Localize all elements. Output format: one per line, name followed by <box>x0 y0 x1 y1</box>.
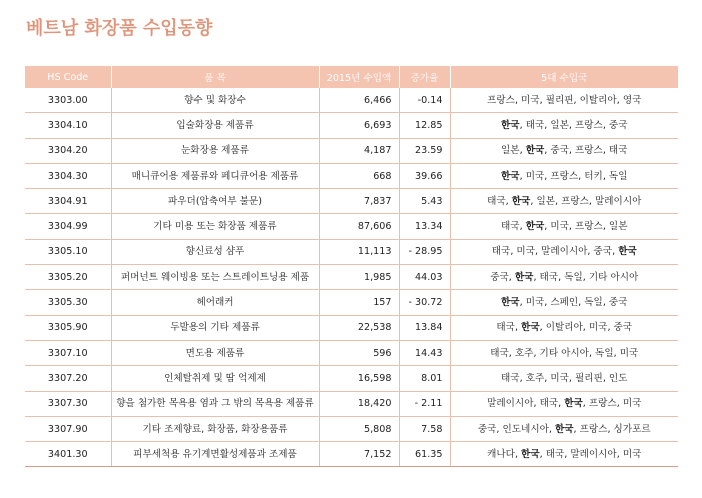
country-name: 미국 <box>516 246 535 258</box>
item-cell: 면도용 제품류 <box>111 340 319 365</box>
country-name: 태국 <box>545 448 565 460</box>
growth-rate-cell: - 28.95 <box>399 239 450 264</box>
import-amount-cell: 5,808 <box>319 416 399 441</box>
country-separator: , <box>582 322 589 334</box>
country-separator: , <box>514 322 522 334</box>
country-name: 스페인 <box>550 297 579 309</box>
country-separator: , <box>533 271 540 283</box>
country-separator: , <box>519 145 526 157</box>
country-name: 중국 <box>550 145 569 157</box>
country-name-highlighted: 한국 <box>501 297 520 309</box>
growth-rate-cell: - 2.11 <box>399 391 450 416</box>
table-row <box>25 214 678 239</box>
country-name: 호주 <box>525 372 545 384</box>
import-amount-cell: 7,837 <box>319 189 399 214</box>
country-name: 독일 <box>564 271 583 283</box>
countries-cell <box>450 315 678 340</box>
country-separator: , <box>602 221 609 233</box>
country-name: 태국 <box>525 119 545 131</box>
table-row <box>25 138 678 163</box>
growth-rate-cell: 12.85 <box>399 113 450 138</box>
country-separator: , <box>544 145 551 157</box>
country-separator: , <box>544 170 551 182</box>
country-separator: , <box>544 221 551 233</box>
country-separator: , <box>548 423 555 435</box>
country-separator: , <box>602 297 609 309</box>
country-name: 독일 <box>608 170 628 182</box>
country-name-highlighted: 한국 <box>525 221 545 233</box>
country-separator: , <box>616 448 623 460</box>
hs-code-cell: 3307.10 <box>25 340 111 365</box>
country-name: 미국 <box>521 94 540 106</box>
import-amount-cell: 18,420 <box>319 391 399 416</box>
countries-cell <box>450 340 678 365</box>
table-row <box>25 113 678 138</box>
country-separator: , <box>568 119 575 131</box>
import-amount-cell: 7,152 <box>319 442 399 467</box>
country-name-highlighted: 한국 <box>511 195 531 207</box>
import-amount-cell: 1,985 <box>319 265 399 290</box>
page-title: 베트남 화장품 수입동향 <box>26 18 213 39</box>
table-header-row <box>25 66 678 88</box>
item-cell: 퍼머넌트 웨이빙용 또는 스트레이트닝용 제품 <box>111 265 319 290</box>
growth-rate-cell: 7.58 <box>399 416 450 441</box>
country-separator: , <box>568 372 575 384</box>
country-name-highlighted: 한국 <box>501 119 520 131</box>
country-name: 싱가포르 <box>613 423 651 435</box>
country-name: 말레이시아 <box>570 448 617 460</box>
import-amount-cell: 596 <box>319 340 399 365</box>
countries-cell <box>450 189 678 214</box>
country-name: 태국 <box>608 145 628 157</box>
country-separator: , <box>558 398 565 410</box>
item-cell: 향신료성 샴푸 <box>111 239 319 264</box>
country-name: 필리핀 <box>575 372 603 384</box>
country-separator: , <box>539 448 546 460</box>
header-top5-import-countries: 5대 수입국 <box>450 66 678 88</box>
country-separator: , <box>554 195 562 207</box>
country-name: 태국 <box>487 195 506 207</box>
growth-rate-cell: 5.43 <box>399 189 450 214</box>
country-name: 필리핀 <box>545 94 574 106</box>
import-amount-cell: 157 <box>319 290 399 315</box>
country-separator: , <box>578 170 585 182</box>
country-name: 일본 <box>536 195 555 207</box>
country-name: 일본 <box>501 145 520 157</box>
item-cell: 인체탈취제 및 땀 억제제 <box>111 366 319 391</box>
country-name: 중국 <box>613 322 633 334</box>
hs-code-cell: 3305.20 <box>25 265 111 290</box>
countries-cell <box>450 265 678 290</box>
country-separator: , <box>573 423 580 435</box>
country-name-highlighted: 한국 <box>514 271 534 283</box>
countries-cell <box>450 442 678 467</box>
table-row <box>25 391 678 416</box>
country-separator: , <box>602 372 609 384</box>
table-row <box>25 290 678 315</box>
country-name: 미국 <box>550 221 569 233</box>
import-amount-cell: 87,606 <box>319 214 399 239</box>
country-name: 프랑스 <box>588 398 617 410</box>
import-amount-cell: 4,187 <box>319 138 399 163</box>
item-cell: 눈화장용 제품류 <box>111 138 319 163</box>
hs-code-cell: 3303.00 <box>25 88 111 113</box>
table-row <box>25 265 678 290</box>
country-name: 중국 <box>608 297 628 309</box>
country-separator: , <box>607 423 614 435</box>
countries-cell <box>450 391 678 416</box>
country-name: 태국 <box>491 246 511 258</box>
country-name: 미국 <box>550 372 569 384</box>
country-separator: , <box>544 372 551 384</box>
country-separator: , <box>558 271 565 283</box>
country-separator: , <box>602 170 609 182</box>
country-name: 태국 <box>496 322 515 334</box>
country-separator: , <box>533 347 540 359</box>
country-separator: , <box>582 398 589 410</box>
country-separator: , <box>519 119 526 131</box>
growth-rate-cell: 23.59 <box>399 138 450 163</box>
country-name: 이탈리아 <box>579 94 617 106</box>
country-name: 인도네시아 <box>502 423 549 435</box>
table-row <box>25 442 678 467</box>
country-name: 호주 <box>514 347 534 359</box>
growth-rate-cell: 8.01 <box>399 366 450 391</box>
countries-cell <box>450 239 678 264</box>
countries-cell <box>450 214 678 239</box>
import-amount-cell: 6,466 <box>319 88 399 113</box>
country-name-highlighted: 한국 <box>525 145 545 157</box>
country-separator: , <box>616 398 623 410</box>
country-separator: , <box>607 322 614 334</box>
header-item: 품 목 <box>111 66 319 88</box>
growth-rate-cell: 61.35 <box>399 442 450 467</box>
country-separator: , <box>530 195 537 207</box>
country-name: 말레이시아 <box>541 246 588 258</box>
country-name: 태국 <box>539 271 559 283</box>
growth-rate-cell: - 30.72 <box>399 290 450 315</box>
country-name: 프랑스 <box>575 145 603 157</box>
import-amount-cell: 6,693 <box>319 113 399 138</box>
country-separator: , <box>578 297 585 309</box>
country-name: 일본 <box>550 119 569 131</box>
country-separator: , <box>564 448 571 460</box>
country-name: 영국 <box>622 94 642 106</box>
hs-code-cell: 3307.20 <box>25 366 111 391</box>
country-name: 미국 <box>525 297 545 309</box>
country-name: 프랑스 <box>561 195 589 207</box>
hs-code-cell: 3304.30 <box>25 163 111 188</box>
item-cell: 기타 미용 또는 화장품 제품류 <box>111 214 319 239</box>
country-name: 중국 <box>608 119 628 131</box>
table-row <box>25 315 678 340</box>
country-separator: , <box>588 347 596 359</box>
country-name: 중국 <box>490 271 509 283</box>
import-amount-cell: 11,113 <box>319 239 399 264</box>
countries-cell <box>450 113 678 138</box>
country-name: 프랑스 <box>575 221 603 233</box>
table-row <box>25 366 678 391</box>
country-name-highlighted: 한국 <box>501 170 520 182</box>
country-name: 태국 <box>539 398 559 410</box>
country-name: 말레이시아 <box>487 398 534 410</box>
table-row <box>25 88 678 113</box>
country-name: 터키 <box>584 170 603 182</box>
country-name: 미국 <box>588 322 608 334</box>
table-row <box>25 340 678 365</box>
country-separator: , <box>514 94 522 106</box>
item-cell: 헤어래커 <box>111 290 319 315</box>
item-cell: 기타 조제향료, 화장품, 화장용품류 <box>111 416 319 441</box>
country-name: 미국 <box>622 398 642 410</box>
item-cell: 향수 및 화장수 <box>111 88 319 113</box>
countries-cell <box>450 163 678 188</box>
country-separator: , <box>519 221 526 233</box>
table-row <box>25 416 678 441</box>
growth-rate-cell: 13.34 <box>399 214 450 239</box>
country-separator: , <box>534 246 542 258</box>
hs-code-cell: 3401.30 <box>25 442 111 467</box>
hs-code-cell: 3305.90 <box>25 315 111 340</box>
country-name-highlighted: 한국 <box>521 322 540 334</box>
country-separator: , <box>508 347 515 359</box>
hs-code-cell: 3304.91 <box>25 189 111 214</box>
country-separator: , <box>505 195 512 207</box>
country-name: 미국 <box>619 347 639 359</box>
countries-cell <box>450 88 678 113</box>
country-name: 기타 아시아 <box>588 271 639 283</box>
hs-code-cell: 3305.30 <box>25 290 111 315</box>
country-separator: , <box>508 271 515 283</box>
country-separator: , <box>514 448 522 460</box>
country-name: 중국 <box>477 423 497 435</box>
country-separator: , <box>613 347 620 359</box>
countries-cell <box>450 290 678 315</box>
country-name-highlighted: 한국 <box>564 398 583 410</box>
item-cell: 두발용의 기타 제품류 <box>111 315 319 340</box>
country-separator: , <box>602 145 609 157</box>
countries-cell <box>450 138 678 163</box>
country-name: 일본 <box>608 221 628 233</box>
country-name: 프랑스 <box>550 170 579 182</box>
country-separator: , <box>573 94 580 106</box>
country-name: 캐나다 <box>487 448 515 460</box>
hs-code-cell: 3305.10 <box>25 239 111 264</box>
import-amount-cell: 668 <box>319 163 399 188</box>
country-name: 독일 <box>584 297 603 309</box>
hs-code-cell: 3307.90 <box>25 416 111 441</box>
country-separator: , <box>519 372 526 384</box>
table-row <box>25 239 678 264</box>
country-separator: , <box>539 322 546 334</box>
countries-cell <box>450 366 678 391</box>
country-name: 독일 <box>595 347 614 359</box>
item-cell: 파우더(압축여부 불문) <box>111 189 319 214</box>
country-separator: , <box>568 221 575 233</box>
country-separator: , <box>602 119 609 131</box>
growth-rate-cell: 39.66 <box>399 163 450 188</box>
country-name: 태국 <box>501 372 520 384</box>
item-cell: 매니큐어용 제품류와 페디큐어용 제품류 <box>111 163 319 188</box>
hs-code-cell: 3307.30 <box>25 391 111 416</box>
item-cell: 향을 첨가한 목욕용 염과 그 밖의 목욕용 제품류 <box>111 391 319 416</box>
country-separator: , <box>568 145 575 157</box>
table-row <box>25 189 678 214</box>
item-cell: 입술화장용 제품류 <box>111 113 319 138</box>
country-separator: , <box>519 297 526 309</box>
country-name-highlighted: 한국 <box>618 246 637 258</box>
countries-cell <box>450 416 678 441</box>
country-separator: , <box>612 246 619 258</box>
import-table <box>25 66 678 467</box>
item-cell: 피부세척용 유기계면활성제품과 조제품 <box>111 442 319 467</box>
country-name: 프랑스 <box>579 423 608 435</box>
country-name: 태국 <box>501 221 520 233</box>
country-name-highlighted: 한국 <box>521 448 540 460</box>
country-name: 인도 <box>608 372 628 384</box>
country-separator: , <box>496 423 503 435</box>
hs-code-cell: 3304.20 <box>25 138 111 163</box>
country-name: 중국 <box>593 246 613 258</box>
country-name: 말레이시아 <box>595 195 642 207</box>
header-import-amount-2015: 2015년 수입액 <box>319 66 399 88</box>
country-name: 미국 <box>525 170 545 182</box>
table-row <box>25 163 678 188</box>
country-separator: , <box>616 94 623 106</box>
header-hs-code: HS Code <box>25 66 111 88</box>
country-name: 태국 <box>490 347 509 359</box>
country-separator: , <box>588 195 596 207</box>
import-amount-cell: 22,538 <box>319 315 399 340</box>
growth-rate-cell: 44.03 <box>399 265 450 290</box>
import-amount-cell: 16,598 <box>319 366 399 391</box>
country-separator: , <box>519 170 526 182</box>
hs-code-cell: 3304.10 <box>25 113 111 138</box>
country-separator: , <box>544 297 551 309</box>
country-separator: , <box>587 246 594 258</box>
country-separator: , <box>544 119 551 131</box>
growth-rate-cell: 14.43 <box>399 340 450 365</box>
country-separator: , <box>582 271 589 283</box>
country-name: 프랑스 <box>487 94 515 106</box>
country-name-highlighted: 한국 <box>554 423 574 435</box>
growth-rate-cell: 13.84 <box>399 315 450 340</box>
country-separator: , <box>533 398 540 410</box>
country-name: 이탈리아 <box>545 322 583 334</box>
country-name: 기타 아시아 <box>539 347 589 359</box>
country-separator: , <box>510 246 517 258</box>
hs-code-cell: 3304.99 <box>25 214 111 239</box>
table-body <box>25 88 678 467</box>
header-growth-rate: 증가율 <box>399 66 450 88</box>
growth-rate-cell: -0.14 <box>399 88 450 113</box>
country-name: 프랑스 <box>575 119 603 131</box>
country-separator: , <box>539 94 546 106</box>
country-name: 미국 <box>622 448 642 460</box>
